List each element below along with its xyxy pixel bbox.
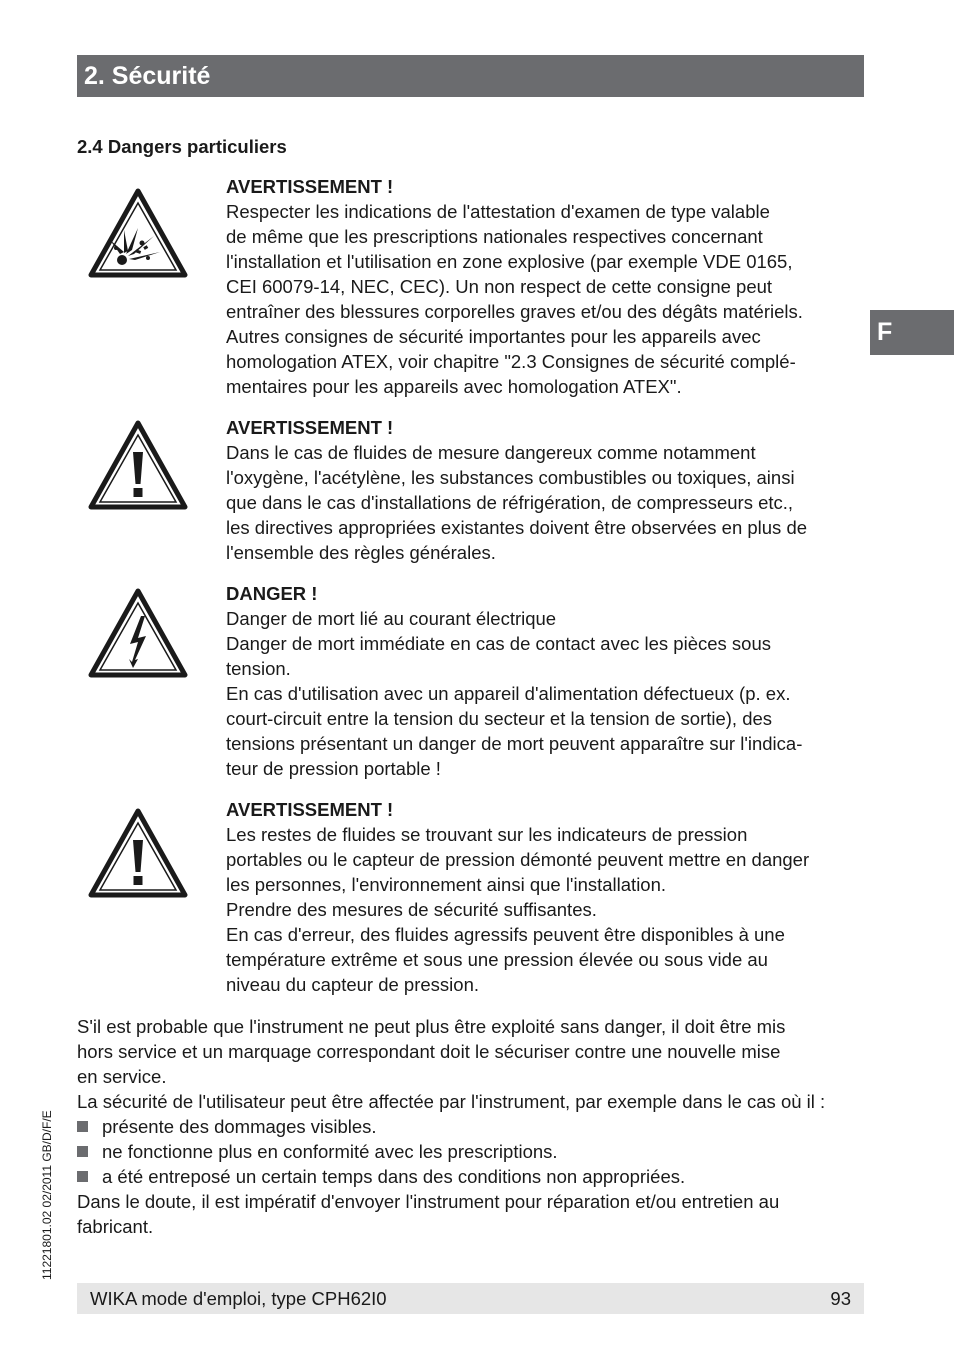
document-code: 11221801.02 02/2011 GB/D/F/E	[40, 1110, 54, 1280]
body-paragraph-line: en service.	[77, 1066, 167, 1087]
warning-text-line: En cas d'utilisation avec un appareil d'alimentation défectueux (p. ex.	[226, 683, 791, 704]
warning-text-line: CEI 60079-14, NEC, CEC). Un non respect de cette consigne peut	[226, 276, 773, 297]
section-title: 2. Sécurité	[77, 55, 864, 97]
electric-shock-warning-icon	[88, 588, 188, 680]
body-intro-line: La sécurité de l'utilisateur peut être affectée par l'instrument, par exemple dans le cas où il :	[77, 1091, 826, 1112]
warning-text-line: Respecter les indications de l'attestation d'examen de type valable	[226, 201, 770, 222]
bullet-text: ne fonctionne plus en conformité avec les prescriptions.	[102, 1141, 558, 1162]
footer-title: WIKA mode d'emploi, type CPH62I0	[90, 1288, 387, 1309]
warning-text-line: niveau du capteur de pression.	[226, 974, 480, 995]
language-tab: F	[870, 310, 954, 355]
warning-text-line: homologation ATEX, voir chapitre "2.3 Consignes de sécurité complé-	[226, 351, 796, 372]
bullet-text: présente des dommages visibles.	[102, 1116, 377, 1137]
warning-text-line: Prendre des mesures de sécurité suffisantes.	[226, 899, 597, 920]
warning-text-line: température extrême et sous une pression élevée ou sous vide au	[226, 949, 768, 970]
body-paragraph-line: hors service et un marquage correspondant doit le sécuriser contre une nouvelle mise	[77, 1041, 781, 1062]
warning-heading: DANGER !	[226, 583, 318, 604]
warning-text-line: l'installation et l'utilisation en zone explosive (par exemple VDE 0165,	[226, 251, 793, 272]
body-text	[77, 1014, 877, 1239]
warning-text-line: les personnes, l'environnement ainsi que l'installation.	[226, 874, 667, 895]
warning-block-electric	[226, 581, 866, 781]
warning-text-line: Dans le cas de fluides de mesure dangereux comme notamment	[226, 442, 756, 463]
warning-text-line: En cas d'erreur, des fluides agressifs peuvent être disponibles à une	[226, 924, 785, 945]
warning-text-line: tensions présentant un danger de mort peuvent apparaître sur l'indica-	[226, 733, 803, 754]
warning-text-line: les directives appropriées existantes doivent être observées en plus de	[226, 517, 808, 538]
warning-text-line: de même que les prescriptions nationales respectives concernant	[226, 226, 763, 247]
bullet-item	[77, 1139, 877, 1164]
warning-text-line: l'oxygène, l'acétylène, les substances combustibles ou toxiques, ainsi	[226, 467, 795, 488]
warning-text-line: entraîner des blessures corporelles graves et/ou des dégâts matériels.	[226, 301, 803, 322]
warning-block-dangerous-fluids	[226, 415, 866, 565]
warning-text-line: teur de pression portable !	[226, 758, 441, 779]
exclamation-warning-icon	[88, 420, 188, 512]
warning-text-line: mentaires pour les appareils avec homologation ATEX".	[226, 376, 682, 397]
warning-text-line: court-circuit entre la tension du secteur et la tension de sortie), des	[226, 708, 773, 729]
warning-heading: AVERTISSEMENT !	[226, 417, 394, 438]
exclamation-warning-icon	[88, 808, 188, 900]
warning-block-residual-fluids	[226, 797, 866, 997]
warning-heading: AVERTISSEMENT !	[226, 176, 394, 197]
warning-text-line: Danger de mort lié au courant électrique	[226, 608, 557, 629]
warning-text-line: Autres consignes de sécurité importantes pour les appareils avec	[226, 326, 761, 347]
warning-text-line: tension.	[226, 658, 291, 679]
warning-text-line: Les restes de fluides se trouvant sur les indicateurs de pression	[226, 824, 748, 845]
bullet-item	[77, 1164, 877, 1189]
bullet-square-icon	[77, 1121, 88, 1132]
body-closing-line: Dans le doute, il est impératif d'envoyer l'instrument pour réparation et/ou entretien au	[77, 1191, 780, 1212]
bullet-square-icon	[77, 1171, 88, 1182]
bullet-square-icon	[77, 1146, 88, 1157]
bullet-text: a été entreposé un certain temps dans des conditions non appropriées.	[102, 1166, 686, 1187]
warning-text-line: Danger de mort immédiate en cas de contact avec les pièces sous	[226, 633, 772, 654]
warning-text-line: que dans le cas d'installations de réfrigération, de compresseurs etc.,	[226, 492, 794, 513]
warning-block-atex	[226, 174, 866, 399]
warning-heading: AVERTISSEMENT !	[226, 799, 394, 820]
page-number: 93	[830, 1288, 851, 1309]
warning-text-line: l'ensemble des règles générales.	[226, 542, 496, 563]
warning-text-line: portables ou le capteur de pression démonté peuvent mettre en danger	[226, 849, 810, 870]
body-paragraph-line: S'il est probable que l'instrument ne peut plus être exploité sans danger, il doit être mis	[77, 1016, 786, 1037]
explosion-warning-icon	[88, 188, 188, 280]
bullet-item	[77, 1114, 877, 1139]
body-closing-line: fabricant.	[77, 1216, 154, 1237]
subsection-title: 2.4 Dangers particuliers	[77, 136, 287, 157]
page-footer	[77, 1283, 864, 1314]
